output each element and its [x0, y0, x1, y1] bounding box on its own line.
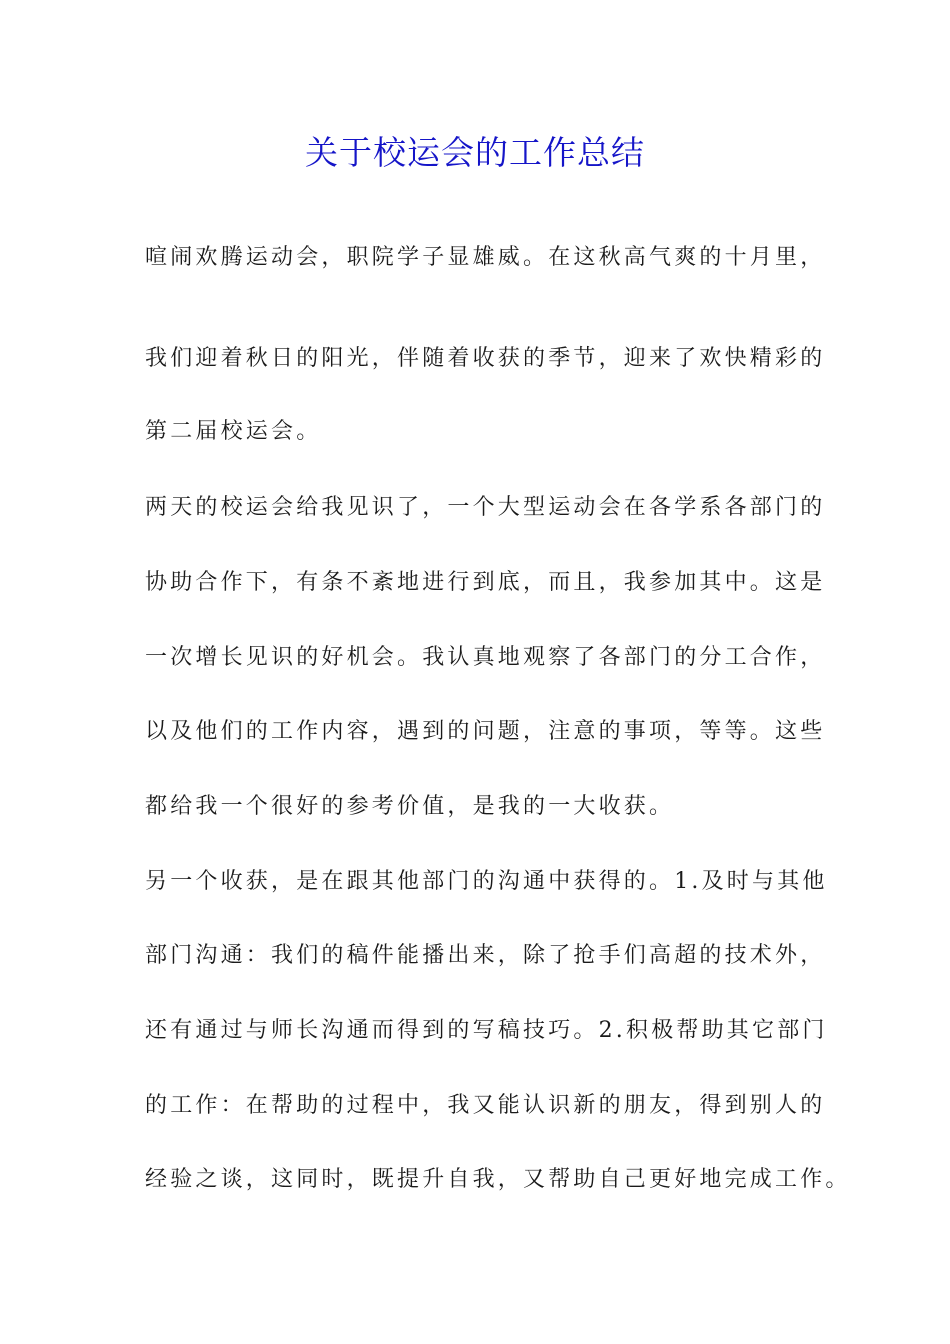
- text-line: 协助合作下，有条不紊地进行到底，而且，我参加其中。这是: [145, 570, 826, 595]
- text-line: 经验之谈，这同时，既提升自我，又帮助自己更好地完成工作。: [145, 1167, 851, 1192]
- text-line: 两天的校运会给我见识了，一个大型运动会在各学系各部门的: [145, 495, 826, 520]
- document-title: 关于校运会的工作总结: [305, 133, 645, 172]
- text-line: 喧闹欢腾运动会，职院学子显雄威。在这秋高气爽的十月里，: [145, 245, 826, 270]
- text-line: 我们迎着秋日的阳光，伴随着收获的季节，迎来了欢快精彩的: [145, 346, 826, 371]
- text-line: 都给我一个很好的参考价值，是我的一大收获。: [145, 794, 675, 819]
- text-line: 一次增长见识的好机会。我认真地观察了各部门的分工合作，: [145, 645, 826, 670]
- text-line: 的工作：在帮助的过程中，我又能认识新的朋友，得到别人的: [145, 1093, 826, 1118]
- text-line: 以及他们的工作内容，遇到的问题，注意的事项，等等。这些: [145, 719, 826, 744]
- text-line: 部门沟通：我们的稿件能播出来，除了抢手们高超的技术外，: [145, 943, 826, 968]
- text-line: 第二届校运会。: [145, 419, 322, 444]
- text-line: 另一个收获，是在跟其他部门的沟通中获得的。1.及时与其他: [145, 869, 828, 894]
- text-line: 还有通过与师长沟通而得到的写稿技巧。2.积极帮助其它部门: [145, 1018, 828, 1043]
